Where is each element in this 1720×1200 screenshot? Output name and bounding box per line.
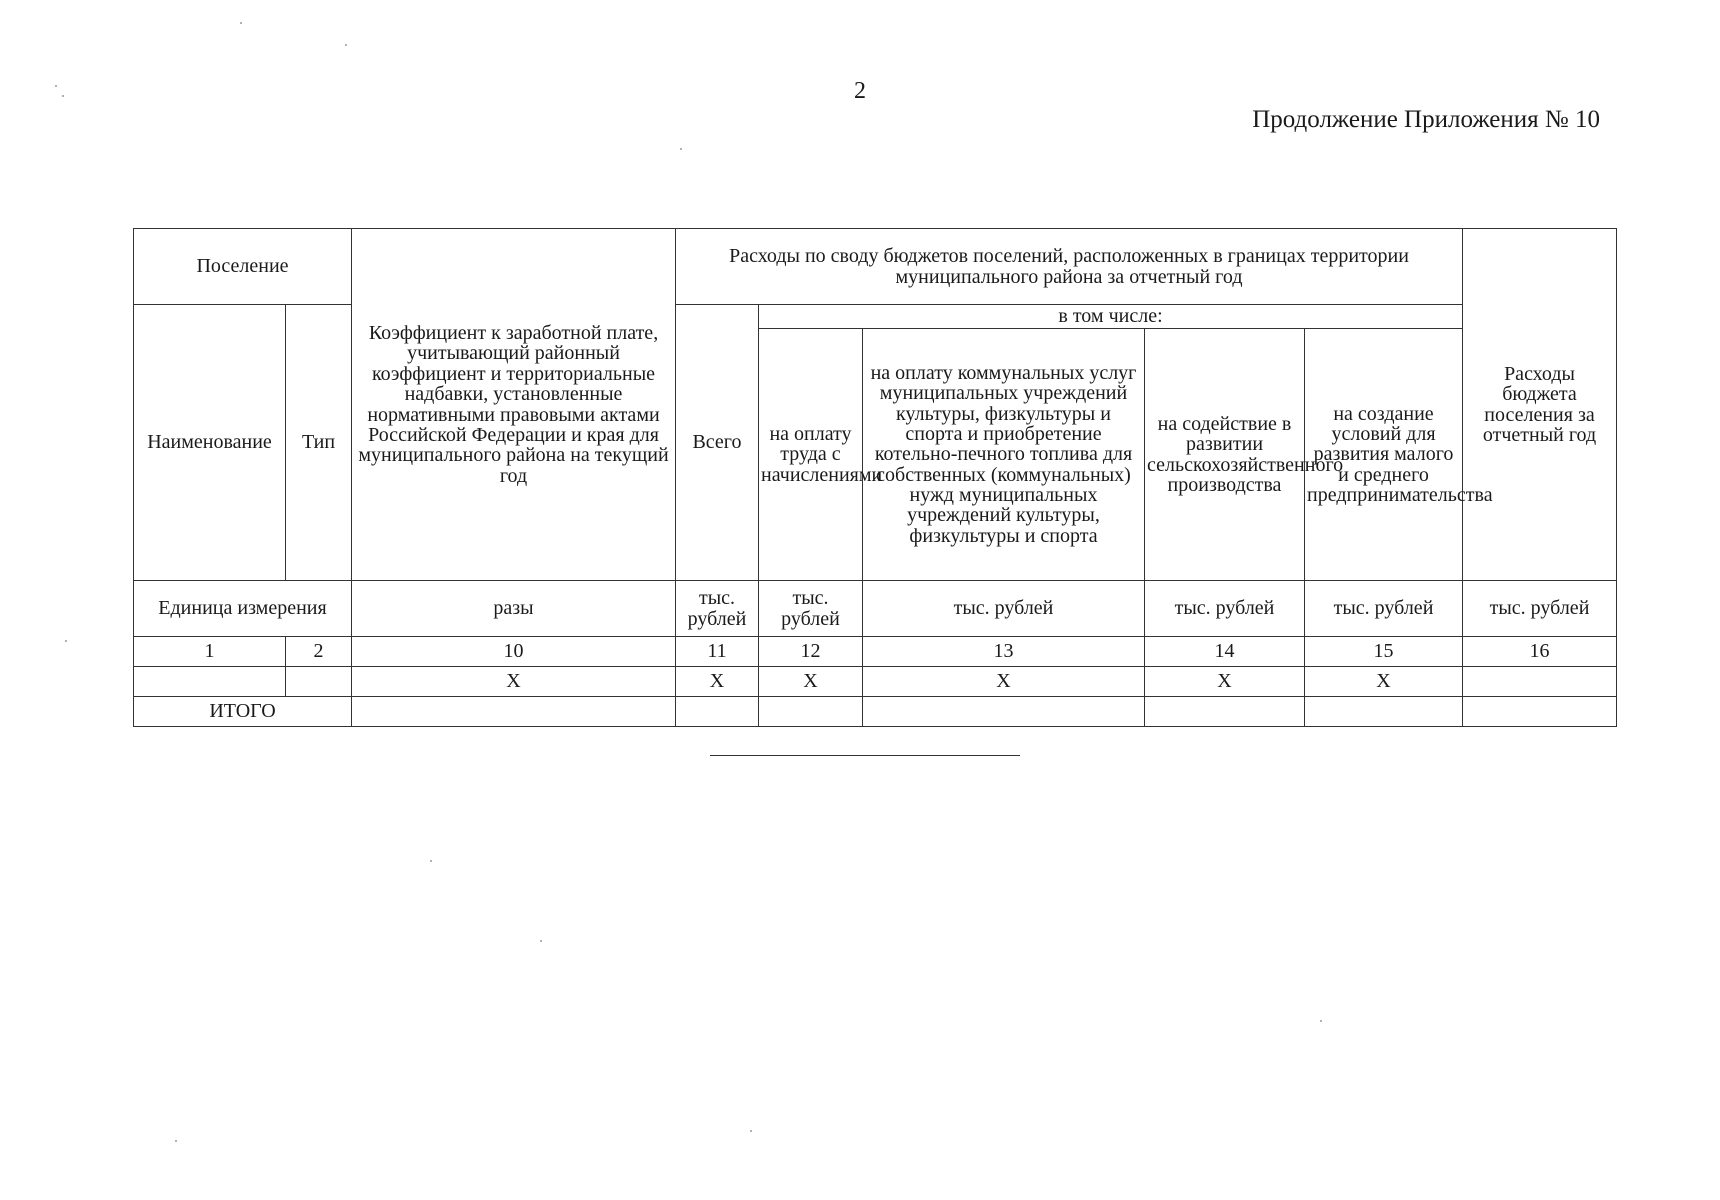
total-cell xyxy=(352,697,676,727)
labor-header: на оплату труда с начислениями xyxy=(759,329,863,581)
scan-speck xyxy=(680,148,682,150)
total-header: Всего xyxy=(676,305,759,581)
cell-total: X xyxy=(676,667,759,697)
page-number: 2 xyxy=(854,78,866,104)
business-header: на создание условий для развития малого и среднего предпринимательства xyxy=(1305,329,1463,581)
settlement-budget-header: Расходы бюджета поселения за отчетный год xyxy=(1463,229,1617,581)
scan-speck xyxy=(1320,1020,1322,1022)
cell-business: X xyxy=(1305,667,1463,697)
scan-speck xyxy=(430,860,432,862)
scan-speck xyxy=(240,22,242,24)
column-numbers-row xyxy=(134,637,1617,667)
scan-speck xyxy=(540,940,542,942)
table-row xyxy=(134,667,1617,697)
type-header: Тип xyxy=(286,305,352,581)
including-header: в том числе: xyxy=(759,305,1463,329)
column-number: 13 xyxy=(863,637,1145,667)
settlement-header: Поселение xyxy=(134,229,352,305)
total-cell xyxy=(676,697,759,727)
end-rule xyxy=(710,755,1020,756)
cell-utilities: X xyxy=(863,667,1145,697)
column-number: 1 xyxy=(134,637,286,667)
agriculture-header: на содействие в развитии сельскохозяйственного производства xyxy=(1145,329,1305,581)
coefficient-header: Коэффициент к заработной плате, учитывающий районный коэффициент и территориальные надбавки, установленные нормативными правовыми актами Российской Федерации и края для муниципального района на текущий год xyxy=(352,229,676,581)
cell-name xyxy=(134,667,286,697)
total-row xyxy=(134,697,1617,727)
total-row-label: ИТОГО xyxy=(134,697,352,727)
budget-expenses-table xyxy=(133,228,1617,727)
column-number: 15 xyxy=(1305,637,1463,667)
scan-speck xyxy=(62,95,64,97)
utilities-header: на оплату коммунальных услуг муниципальных учреждений культуры, физкультуры и спорта и приобретение котельно-печного топлива для собственных (коммунальных) нужд муниципальных учреждений культуры, физкультуры и спорта xyxy=(863,329,1145,581)
column-number: 14 xyxy=(1145,637,1305,667)
unit-label: Единица измерения xyxy=(134,581,352,637)
total-cell xyxy=(863,697,1145,727)
cell-settlement-budget xyxy=(1463,667,1617,697)
total-cell xyxy=(1305,697,1463,727)
scan-speck xyxy=(55,85,57,87)
unit-total: тыс. рублей xyxy=(676,581,759,637)
unit-labor: тыс. рублей xyxy=(759,581,863,637)
column-number: 10 xyxy=(352,637,676,667)
total-cell xyxy=(759,697,863,727)
total-cell xyxy=(1145,697,1305,727)
cell-coefficient: X xyxy=(352,667,676,697)
scan-speck xyxy=(345,44,347,46)
unit-business: тыс. рублей xyxy=(1305,581,1463,637)
total-cell xyxy=(1463,697,1617,727)
scan-speck xyxy=(175,1140,177,1142)
cell-agriculture: X xyxy=(1145,667,1305,697)
unit-settlement-budget: тыс. рублей xyxy=(1463,581,1617,637)
unit-agriculture: тыс. рублей xyxy=(1145,581,1305,637)
cell-type xyxy=(286,667,352,697)
units-row xyxy=(134,581,1617,637)
scan-speck xyxy=(750,1130,752,1132)
scan-speck xyxy=(65,640,67,642)
expenses-header: Расходы по своду бюджетов поселений, расположенных в границах территории муниципального района за отчетный год xyxy=(676,229,1463,305)
column-number: 11 xyxy=(676,637,759,667)
column-number: 16 xyxy=(1463,637,1617,667)
column-number: 12 xyxy=(759,637,863,667)
unit-utilities: тыс. рублей xyxy=(863,581,1145,637)
appendix-title: Продолжение Приложения № 10 xyxy=(1252,106,1600,133)
name-header: Наименование xyxy=(134,305,286,581)
unit-coefficient: разы xyxy=(352,581,676,637)
header-row-1 xyxy=(134,229,1617,305)
cell-labor: X xyxy=(759,667,863,697)
column-number: 2 xyxy=(286,637,352,667)
